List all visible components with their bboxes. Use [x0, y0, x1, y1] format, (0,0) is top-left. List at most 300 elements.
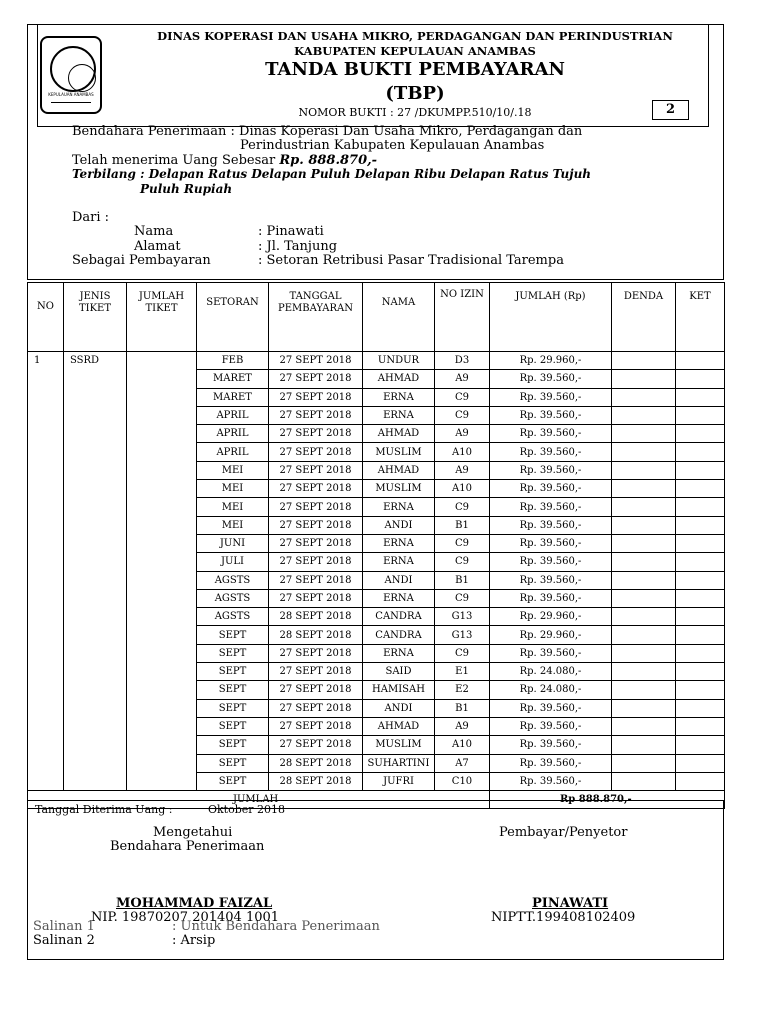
cell-jumlah-rp: Rp. 39.560,- [490, 736, 612, 754]
salinan-1-label: Salinan 1 [33, 919, 95, 934]
cell-no [28, 608, 64, 626]
cell-ket [676, 480, 725, 498]
cell-no [28, 498, 64, 516]
cell-jumlah-tiket [127, 516, 197, 534]
cell-no [28, 681, 64, 699]
cell-jenis-tiket [64, 663, 127, 681]
cell-tanggal: 27 SEPT 2018 [269, 352, 363, 370]
cell-no [28, 553, 64, 571]
cell-ket [676, 425, 725, 443]
cell-denda [612, 352, 676, 370]
cell-denda [612, 443, 676, 461]
cell-jenis-tiket [64, 717, 127, 735]
terbilang-line-2: Puluh Rupiah [140, 182, 233, 196]
cell-jenis-tiket [64, 608, 127, 626]
cell-setoran: JUNI [197, 534, 269, 552]
cell-no [28, 717, 64, 735]
cell-no-izin: A9 [435, 717, 490, 735]
cell-setoran: SEPT [197, 772, 269, 790]
cell-nama: ERNA [363, 498, 435, 516]
cell-setoran: SEPT [197, 699, 269, 717]
cell-jumlah-tiket [127, 589, 197, 607]
cell-nama: ERNA [363, 388, 435, 406]
cell-jumlah-rp: Rp. 39.560,- [490, 388, 612, 406]
cell-ket [676, 370, 725, 388]
payment-table [27, 282, 725, 809]
cell-jumlah-tiket [127, 443, 197, 461]
cell-setoran: MARET [197, 370, 269, 388]
cell-jumlah-rp: Rp. 39.560,- [490, 644, 612, 662]
cell-ket [676, 553, 725, 571]
cell-jenis-tiket [64, 699, 127, 717]
cell-ket [676, 461, 725, 479]
cell-denda [612, 370, 676, 388]
nama-value: : Pinawati [258, 224, 324, 239]
cell-nama: ERNA [363, 589, 435, 607]
cell-tanggal: 27 SEPT 2018 [269, 443, 363, 461]
cell-setoran: MEI [197, 498, 269, 516]
cell-jumlah-rp: Rp. 39.560,- [490, 534, 612, 552]
cell-jenis-tiket [64, 480, 127, 498]
cell-jumlah-rp: Rp. 39.560,- [490, 443, 612, 461]
regency-seal-logo: KEPULAUAN ANAMBAS [40, 36, 102, 114]
cell-nama: ANDI [363, 699, 435, 717]
cell-tanggal: 27 SEPT 2018 [269, 480, 363, 498]
cell-jumlah-tiket [127, 754, 197, 772]
cell-ket [676, 663, 725, 681]
cell-no-izin: A9 [435, 425, 490, 443]
cell-no [28, 516, 64, 534]
cell-nama: AHMAD [363, 717, 435, 735]
cell-jumlah-tiket [127, 571, 197, 589]
cell-setoran: MARET [197, 388, 269, 406]
cell-jenis-tiket [64, 736, 127, 754]
cell-no-izin: C9 [435, 388, 490, 406]
cell-jenis-tiket [64, 370, 127, 388]
cell-jenis-tiket [64, 626, 127, 644]
cell-denda [612, 644, 676, 662]
table-row [28, 717, 725, 735]
cell-no-izin: A10 [435, 443, 490, 461]
cell-jenis-tiket [64, 553, 127, 571]
table-row [28, 480, 725, 498]
table-row [28, 608, 725, 626]
header-nama: NAMA [363, 283, 435, 352]
cell-jumlah-rp: Rp. 39.560,- [490, 516, 612, 534]
cell-ket [676, 516, 725, 534]
cell-jumlah-rp: Rp. 39.560,- [490, 498, 612, 516]
header-no: NO [28, 283, 64, 352]
cell-setoran: AGSTS [197, 571, 269, 589]
cell-no-izin: C10 [435, 772, 490, 790]
cell-jumlah-tiket [127, 663, 197, 681]
table-row [28, 516, 725, 534]
table-row [28, 461, 725, 479]
cell-tanggal: 28 SEPT 2018 [269, 626, 363, 644]
cell-tanggal: 27 SEPT 2018 [269, 699, 363, 717]
cell-tanggal: 27 SEPT 2018 [269, 717, 363, 735]
cell-tanggal: 27 SEPT 2018 [269, 589, 363, 607]
cell-denda [612, 388, 676, 406]
cell-no [28, 772, 64, 790]
table-row [28, 534, 725, 552]
cell-setoran: AGSTS [197, 589, 269, 607]
cell-nama: CANDRA [363, 626, 435, 644]
table-row [28, 754, 725, 772]
cell-jumlah-rp: Rp. 39.560,- [490, 589, 612, 607]
cell-ket [676, 443, 725, 461]
cell-denda [612, 681, 676, 699]
cell-tanggal: 28 SEPT 2018 [269, 608, 363, 626]
table-row [28, 699, 725, 717]
cell-nama: AHMAD [363, 370, 435, 388]
cell-no [28, 534, 64, 552]
cell-denda [612, 772, 676, 790]
nomor-bukti: NOMOR BUKTI : 27 /DKUMPP.510/10/.18 [298, 106, 532, 119]
table-row [28, 736, 725, 754]
cell-no [28, 663, 64, 681]
cell-no-izin: C9 [435, 406, 490, 424]
cell-denda [612, 480, 676, 498]
cell-denda [612, 608, 676, 626]
cell-no-izin: A10 [435, 480, 490, 498]
cell-setoran: APRIL [197, 406, 269, 424]
cell-jenis-tiket: SSRD [64, 352, 127, 370]
table-row [28, 388, 725, 406]
received-amount-line [72, 153, 377, 168]
cell-denda [612, 571, 676, 589]
cell-nama: MUSLIM [363, 480, 435, 498]
cell-jumlah-tiket [127, 406, 197, 424]
alamat-label: Alamat [134, 239, 181, 254]
cell-denda [612, 498, 676, 516]
cell-jumlah-tiket [127, 553, 197, 571]
cell-setoran: JULI [197, 553, 269, 571]
cell-jumlah-rp: Rp. 39.560,- [490, 461, 612, 479]
pembayaran-value: : Setoran Retribusi Pasar Tradisional Tarempa [258, 253, 564, 268]
table-row [28, 663, 725, 681]
cell-setoran: SEPT [197, 626, 269, 644]
cell-jumlah-rp: Rp. 39.560,- [490, 425, 612, 443]
cell-nama: MUSLIM [363, 736, 435, 754]
tanggal-diterima-label: Tanggal Diterima Uang : [35, 803, 173, 816]
nip-right: NIPTT.199408102409 [491, 910, 636, 925]
table-row [28, 406, 725, 424]
cell-jenis-tiket [64, 461, 127, 479]
cell-setoran: SEPT [197, 681, 269, 699]
cell-no [28, 699, 64, 717]
cell-tanggal: 27 SEPT 2018 [269, 534, 363, 552]
cell-ket [676, 681, 725, 699]
cell-jumlah-tiket [127, 736, 197, 754]
cell-no [28, 589, 64, 607]
signer-name-right: PINAWATI [532, 896, 609, 911]
cell-setoran: FEB [197, 352, 269, 370]
cell-nama: ERNA [363, 644, 435, 662]
cell-no-izin: E2 [435, 681, 490, 699]
cell-ket [676, 772, 725, 790]
cell-jumlah-rp: Rp. 39.560,- [490, 571, 612, 589]
cell-jumlah-rp: Rp. 39.560,- [490, 480, 612, 498]
bendahara-line-2: Perindustrian Kabupaten Kepulauan Anambas [240, 138, 545, 153]
cell-denda [612, 516, 676, 534]
cell-nama: ERNA [363, 553, 435, 571]
cell-tanggal: 27 SEPT 2018 [269, 406, 363, 424]
cell-nama: UNDUR [363, 352, 435, 370]
cell-jenis-tiket [64, 754, 127, 772]
cell-tanggal: 27 SEPT 2018 [269, 425, 363, 443]
cell-no [28, 626, 64, 644]
cell-ket [676, 736, 725, 754]
table-row [28, 553, 725, 571]
cell-no-izin: C9 [435, 498, 490, 516]
header-no-izin: NO IZIN [435, 283, 490, 352]
cell-setoran: APRIL [197, 443, 269, 461]
cell-denda [612, 461, 676, 479]
cell-nama: ERNA [363, 406, 435, 424]
cell-no-izin: E1 [435, 663, 490, 681]
cell-no-izin: C9 [435, 534, 490, 552]
table-header-row [28, 283, 725, 352]
table-row [28, 681, 725, 699]
cell-setoran: SEPT [197, 644, 269, 662]
cell-nama: ANDI [363, 516, 435, 534]
header-denda: DENDA [612, 283, 676, 352]
cell-jumlah-rp: Rp. 29.960,- [490, 626, 612, 644]
cell-setoran: SEPT [197, 663, 269, 681]
cell-jenis-tiket [64, 498, 127, 516]
nama-label: Nama [134, 224, 174, 239]
cell-tanggal: 27 SEPT 2018 [269, 370, 363, 388]
copy-number-box [652, 100, 689, 120]
table-row [28, 370, 725, 388]
salinan-2-label: Salinan 2 [33, 933, 95, 948]
cell-ket [676, 388, 725, 406]
cell-setoran: APRIL [197, 425, 269, 443]
cell-tanggal: 27 SEPT 2018 [269, 681, 363, 699]
nip-left: NIP. 19870207 201404 1001 [91, 910, 280, 925]
cell-jumlah-tiket [127, 772, 197, 790]
cell-jumlah-rp: Rp. 39.560,- [490, 406, 612, 424]
cell-no [28, 406, 64, 424]
cell-no-izin: B1 [435, 571, 490, 589]
table-row [28, 626, 725, 644]
cell-nama: ANDI [363, 571, 435, 589]
cell-no-izin: A9 [435, 461, 490, 479]
cell-no-izin: B1 [435, 516, 490, 534]
copy-number: 2 [665, 102, 676, 117]
cell-jenis-tiket [64, 406, 127, 424]
cell-setoran: MEI [197, 461, 269, 479]
cell-jumlah-tiket [127, 425, 197, 443]
cell-jumlah-rp: Rp. 39.560,- [490, 717, 612, 735]
received-label: Telah menerima Uang Sebesar [72, 153, 276, 168]
bendahara-line-1: Bendahara Penerimaan : Dinas Koperasi Dan Usaha Mikro, Perdagangan dan [72, 124, 583, 139]
table-row [28, 589, 725, 607]
cell-jumlah-rp: Rp. 29.960,- [490, 352, 612, 370]
cell-tanggal: 27 SEPT 2018 [269, 516, 363, 534]
cell-ket [676, 754, 725, 772]
pembayar-label: Pembayar/Penyetor [499, 825, 628, 840]
terbilang-line-1: Terbilang : Delapan Ratus Delapan Puluh Delapan Ribu Delapan Ratus Tujuh [72, 167, 592, 181]
cell-jumlah-rp: Rp. 39.560,- [490, 772, 612, 790]
cell-no [28, 425, 64, 443]
cell-denda [612, 425, 676, 443]
cell-jenis-tiket [64, 589, 127, 607]
cell-denda [612, 534, 676, 552]
cell-denda [612, 553, 676, 571]
table-row [28, 352, 725, 370]
cell-jumlah-tiket [127, 352, 197, 370]
document-title: TANDA BUKTI PEMBAYARAN [265, 59, 565, 80]
cell-no-izin: G13 [435, 626, 490, 644]
cell-tanggal: 27 SEPT 2018 [269, 736, 363, 754]
header-jumlah-tiket: JUMLAH TIKET [127, 283, 197, 352]
cell-nama: AHMAD [363, 461, 435, 479]
cell-setoran: MEI [197, 480, 269, 498]
cell-denda [612, 754, 676, 772]
cell-denda [612, 699, 676, 717]
cell-no [28, 370, 64, 388]
cell-ket [676, 352, 725, 370]
cell-jenis-tiket [64, 644, 127, 662]
cell-denda [612, 626, 676, 644]
table-row [28, 772, 725, 790]
cell-no [28, 461, 64, 479]
cell-jumlah-rp: Rp. 39.560,- [490, 699, 612, 717]
tanggal-diterima-value: Oktober 2018 [208, 803, 286, 816]
header-jumlah-rp: JUMLAH (Rp) [490, 283, 612, 352]
cell-nama: SAID [363, 663, 435, 681]
cell-setoran: AGSTS [197, 608, 269, 626]
cell-nama: AHMAD [363, 425, 435, 443]
cell-denda [612, 736, 676, 754]
cell-jumlah-tiket [127, 699, 197, 717]
cell-no-izin: B1 [435, 699, 490, 717]
cell-jumlah-tiket [127, 388, 197, 406]
cell-ket [676, 406, 725, 424]
dari-label: Dari : [72, 210, 110, 225]
header-tanggal: TANGGAL PEMBAYARAN [269, 283, 363, 352]
cell-no-izin: C9 [435, 589, 490, 607]
signer-name-left: MOHAMMAD FAIZAL [116, 896, 273, 911]
cell-ket [676, 571, 725, 589]
cell-tanggal: 27 SEPT 2018 [269, 571, 363, 589]
cell-no [28, 443, 64, 461]
cell-jumlah-rp: Rp. 24.080,- [490, 681, 612, 699]
cell-jumlah-tiket [127, 370, 197, 388]
cell-no [28, 571, 64, 589]
cell-no-izin: G13 [435, 608, 490, 626]
cell-denda [612, 589, 676, 607]
cell-tanggal: 28 SEPT 2018 [269, 772, 363, 790]
cell-denda [612, 717, 676, 735]
total-label: JUMLAH [28, 791, 490, 809]
cell-nama: MUSLIM [363, 443, 435, 461]
cell-setoran: MEI [197, 516, 269, 534]
cell-jumlah-rp: Rp. 24.080,- [490, 663, 612, 681]
cell-no [28, 754, 64, 772]
salinan-1-value: : Untuk Bendahara Penerimaan [172, 919, 380, 934]
cell-no [28, 736, 64, 754]
cell-jumlah-tiket [127, 626, 197, 644]
cell-denda [612, 663, 676, 681]
cell-tanggal: 27 SEPT 2018 [269, 553, 363, 571]
cell-no-izin: A7 [435, 754, 490, 772]
cell-jumlah-tiket [127, 681, 197, 699]
cell-jumlah-rp: Rp. 39.560,- [490, 370, 612, 388]
total-value: Rp 888.870,- [490, 791, 725, 809]
received-amount: Rp. 888.870,- [279, 153, 378, 168]
cell-ket [676, 644, 725, 662]
table-row [28, 425, 725, 443]
cell-nama: JUFRI [363, 772, 435, 790]
cell-jenis-tiket [64, 571, 127, 589]
document-subtitle: (TBP) [385, 83, 445, 104]
cell-tanggal: 27 SEPT 2018 [269, 461, 363, 479]
cell-nama: HAMISAH [363, 681, 435, 699]
table-row [28, 571, 725, 589]
cell-no-izin: C9 [435, 644, 490, 662]
cell-jenis-tiket [64, 443, 127, 461]
header-setoran: SETORAN [197, 283, 269, 352]
table-row [28, 644, 725, 662]
cell-setoran: SEPT [197, 717, 269, 735]
cell-jumlah-rp: Rp. 39.560,- [490, 553, 612, 571]
cell-ket [676, 699, 725, 717]
cell-tanggal: 27 SEPT 2018 [269, 644, 363, 662]
cell-setoran: SEPT [197, 736, 269, 754]
cell-no: 1 [28, 352, 64, 370]
cell-jumlah-tiket [127, 644, 197, 662]
cell-ket [676, 626, 725, 644]
cell-jumlah-tiket [127, 717, 197, 735]
cell-jenis-tiket [64, 425, 127, 443]
agency-line-1: DINAS KOPERASI DAN USAHA MIKRO, PERDAGANGAN DAN PERINDUSTRIAN [157, 29, 673, 43]
cell-ket [676, 589, 725, 607]
cell-tanggal: 27 SEPT 2018 [269, 498, 363, 516]
cell-jenis-tiket [64, 516, 127, 534]
cell-tanggal: 28 SEPT 2018 [269, 754, 363, 772]
cell-jumlah-rp: Rp. 29.960,- [490, 608, 612, 626]
cell-no-izin: C9 [435, 553, 490, 571]
cell-no-izin: A9 [435, 370, 490, 388]
cell-no-izin: A10 [435, 736, 490, 754]
cell-no [28, 480, 64, 498]
cell-jumlah-tiket [127, 534, 197, 552]
pembayaran-label: Sebagai Pembayaran [72, 253, 211, 268]
table-row [28, 443, 725, 461]
cell-nama: ERNA [363, 534, 435, 552]
header-ket: KET [676, 283, 725, 352]
cell-jumlah-tiket [127, 498, 197, 516]
alamat-value: : Jl. Tanjung [258, 239, 338, 254]
cell-ket [676, 498, 725, 516]
cell-no-izin: D3 [435, 352, 490, 370]
cell-ket [676, 608, 725, 626]
header-jenis-tiket: JENIS TIKET [64, 283, 127, 352]
cell-nama: CANDRA [363, 608, 435, 626]
footer-frame [27, 800, 724, 960]
cell-jenis-tiket [64, 534, 127, 552]
table-row [28, 498, 725, 516]
bendahara-label: Bendahara Penerimaan [110, 839, 265, 854]
cell-no [28, 388, 64, 406]
cell-jumlah-tiket [127, 480, 197, 498]
cell-jumlah-tiket [127, 461, 197, 479]
cell-denda [612, 406, 676, 424]
cell-jenis-tiket [64, 388, 127, 406]
